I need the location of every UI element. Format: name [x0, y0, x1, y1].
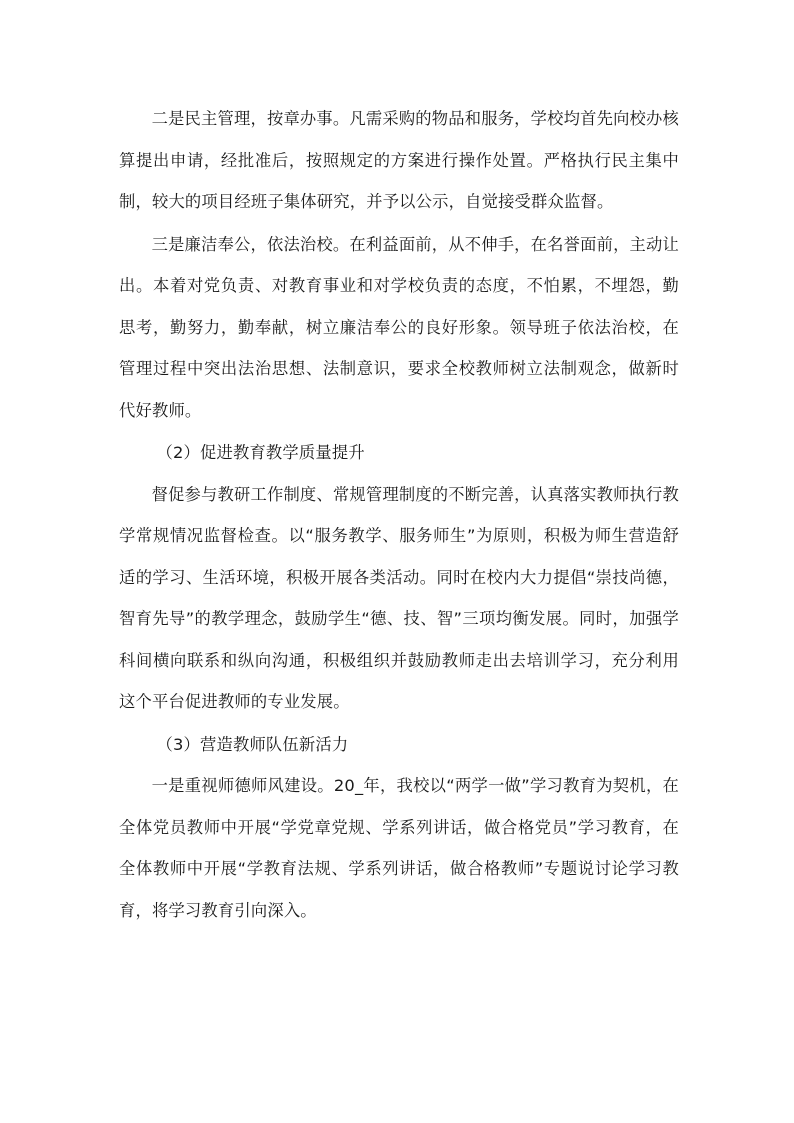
paragraph-democratic-management: 二是民主管理，按章办事。凡需采购的物品和服务，学校均首先向校办核算提出申请，经批准后，按照规定的方案进行操作处置。严格执行民主集中制，较大的项目经班子集体研究，并予以公示，自觉接受群众监督。 — [119, 109, 679, 211]
document-body — [119, 98, 679, 932]
section-heading-teacher-vitality: （3）营造教师队伍新活力 — [156, 734, 349, 754]
section-heading-teaching-quality: （2）促进教育教学质量提升 — [156, 443, 365, 462]
paragraph-teaching-supervision: 督促参与教研工作制度、常规管理制度的不断完善，认真落实教师执行教学常规情况监督检查。以“服务教学、服务师生”为原则，积极为师生营造舒适的学习、生活环境，积极开展各类活动。同时在校内大力提倡“崇技尚德，智育先导”的教学理念，鼓励学生“德、技、智”三项均衡发展。同时，加强学科间横向联系和纵向沟通，积极组织并鼓励教师走出去培训学习，充分利用这个平台促进教师的专业发展。 — [119, 484, 679, 711]
paragraph-teacher-ethics: 一是重视师德师风建设。20_年，我校以“两学一做”学习教育为契机，在全体党员教师中开展“学党章党规、学系列讲话，做合格党员”学习教育，在全体教师中开展“学教育法规、学系列讲话，做合格教师”专题说讨论学习教育，将学习教育引向深入。 — [119, 776, 679, 920]
paragraph-integrity-law: 三是廉洁奉公，依法治校。在利益面前，从不伸手，在名誉面前，主动让出。本着对党负责、对教育事业和对学校负责的态度，不怕累，不埋怨，勤思考，勤努力，勤奉献，树立廉洁奉公的良好形象。领导班子依法治校，在管理过程中突出法治思想、法制意识，要求全校教师树立法制观念，做新时代好教师。 — [119, 234, 679, 420]
